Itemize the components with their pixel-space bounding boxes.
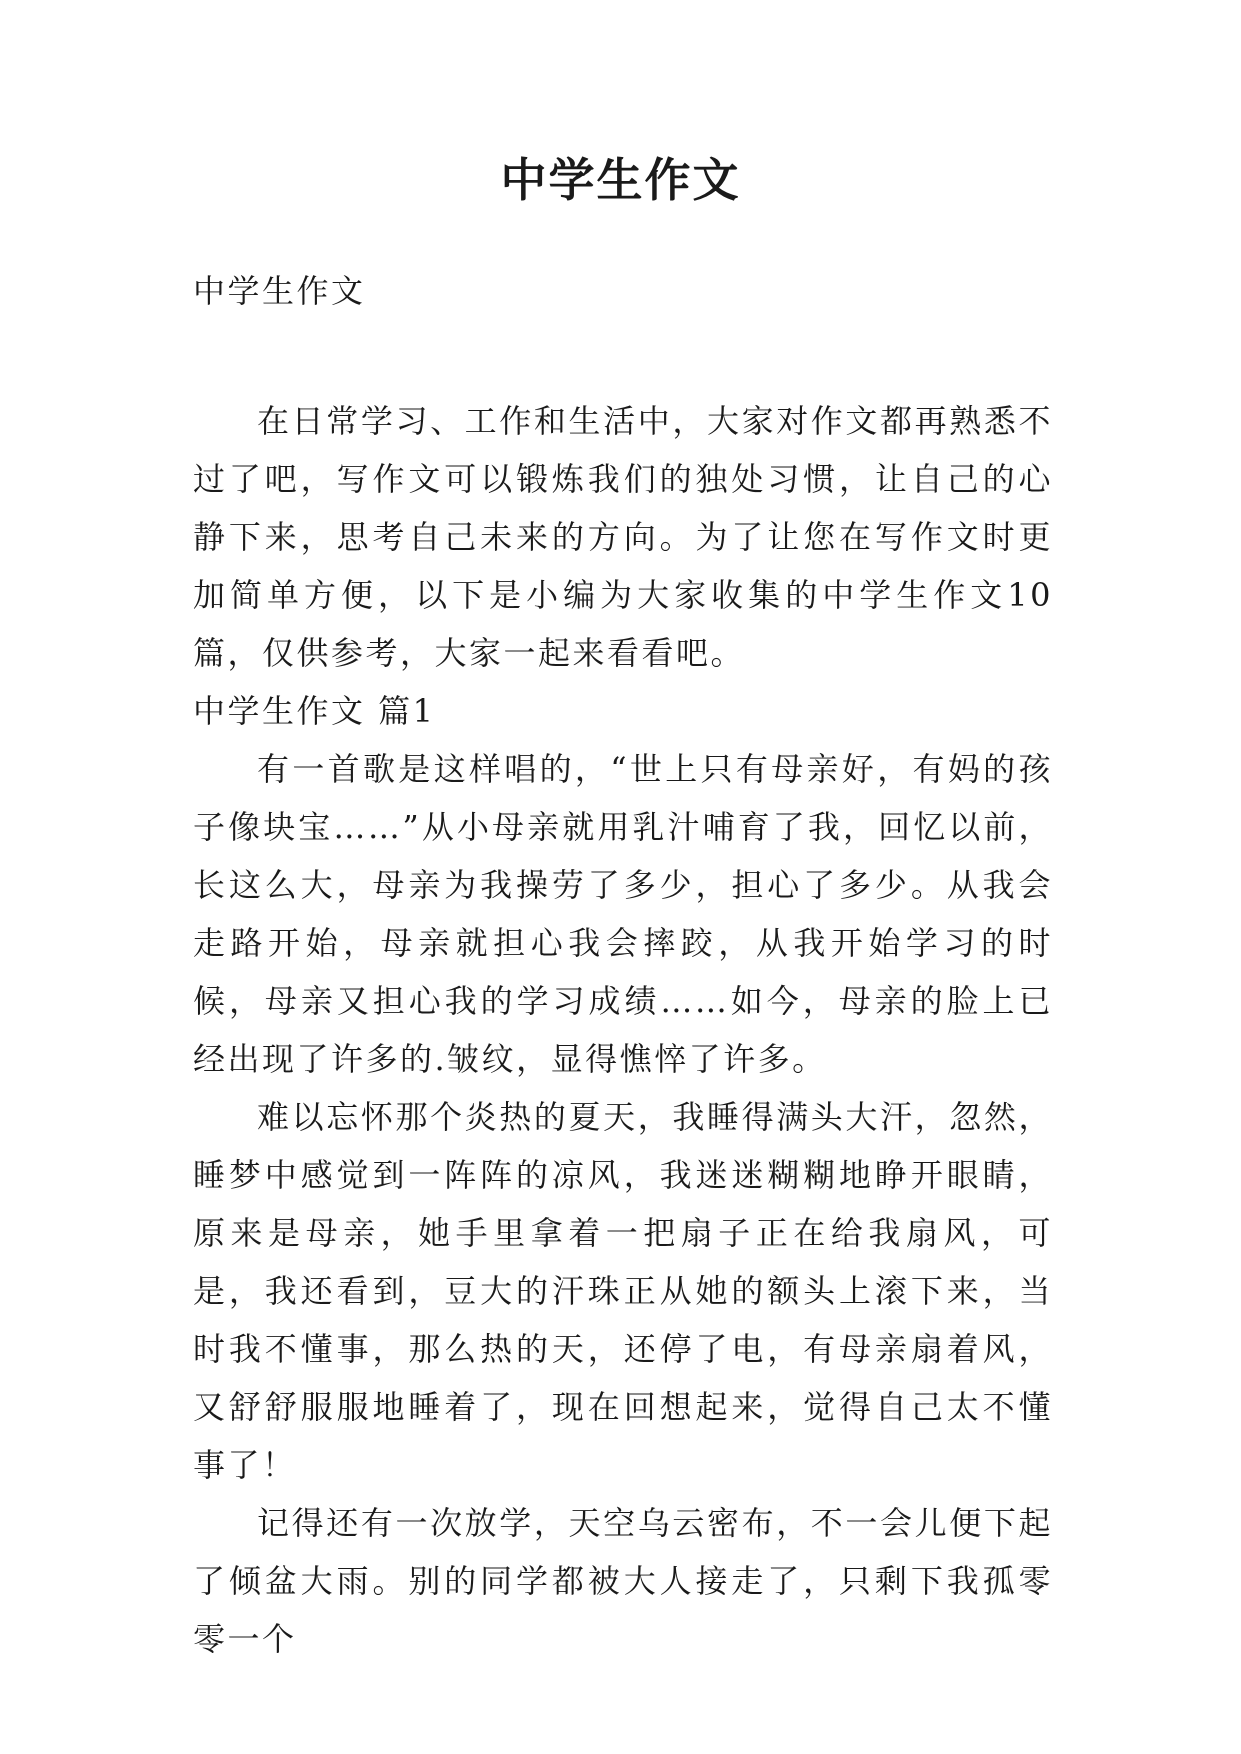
- body-paragraph: 有一首歌是这样唱的，“世上只有母亲好，有妈的孩子像块宝……”从小母亲就用乳汁哺育了我，回忆以前，长这么大，母亲为我操劳了多少，担心了多少。从我会走路开始，母亲就担心我会摔跤，从我开始学习的时候，母亲又担心我的学习成绩……如今，母亲的脸上已经出现了许多的.皱纹，显得憔悴了许多。: [193, 750, 1053, 1078]
- document-subtitle: 中学生作文: [193, 272, 366, 310]
- spacer: [193, 320, 1053, 392]
- document-body: [193, 262, 1053, 1668]
- intro-paragraph: 在日常学习、工作和生活中，大家对作文都再熟悉不过了吧，写作文可以锻炼我们的独处习惯，让自己的心静下来，思考自己未来的方向。为了让您在写作文时更加简单方便，以下是小编为大家收集的中学生作文10篇，仅供参考，大家一起来看看吧。: [193, 402, 1053, 672]
- body-paragraph: 记得还有一次放学，天空乌云密布，不一会儿便下起了倾盆大雨。别的同学都被大人接走了，只剩下我孤零零一个: [193, 1504, 1053, 1658]
- body-paragraph: 难以忘怀那个炎热的夏天，我睡得满头大汗，忽然，睡梦中感觉到一阵阵的凉风，我迷迷糊糊地睁开眼睛，原来是母亲，她手里拿着一把扇子正在给我扇风，可是，我还看到，豆大的汗珠正从她的额头上滚下来，当时我不懂事，那么热的天，还停了电，有母亲扇着风，又舒舒服服地睡着了，现在回想起来，觉得自己太不懂事了！: [193, 1098, 1053, 1484]
- document-title: 中学生作文: [500, 153, 741, 207]
- section-heading: 中学生作文 篇1: [193, 692, 436, 730]
